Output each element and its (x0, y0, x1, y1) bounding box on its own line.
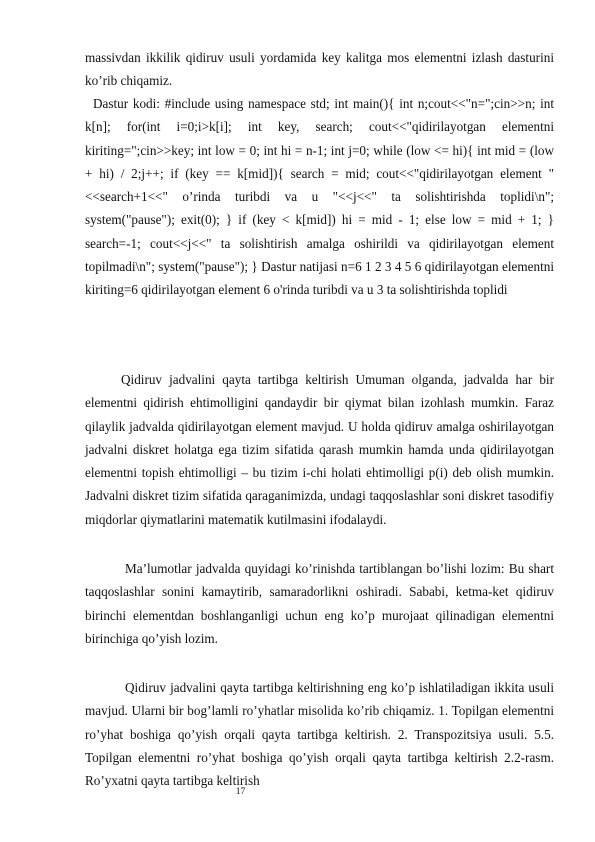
reorder-methods-paragraph: Qidiruv jadvalini qayta tartibga keltirishning eng ko’p ishlatiladigan ikkita usuli mavjud. Ularni bir bog’lamli ro’yhatlar misolida ko’rib chiqamiz. 1. Topilgan elementni ro’yhat boshiga qo’yish orqali qayta tartibga keltirish. 2. Transpozitsiya usuli. 5.5. Topilgan elementni ro’yhat boshiga qo’yish orqali qayta tartibga keltirish 2.2-rasm. Ro’yxatni qayta tartibga keltirish (85, 680, 554, 789)
intro-paragraph: massivdan ikkilik qidiruv usuli yordamida key kalitga mos elementni izlash dasturini ko’rib chiqamiz. (85, 50, 554, 89)
page-number (0, 787, 595, 797)
code-paragraph: Dastur kodi: #include using namespace std; int main(){ int n;cout<<"n=";cin>>n; int k[n]; for(int i=0;i>k[i]; int key, search; cout<<"qidirilayotgan elementni kiriting=";cin>>key; int low = 0; int hi = n-1; int j=0; while (low <= hi){ int mid = (low + hi) / 2;j++; if (key == k[mid]){ search = mid; cout<<"qidirilayotgan element "<<search+1<<" o’rinda turibdi va u "<<j<<" ta solishtirishda toplidi\n"; system("pause"); exit(0); } if (key < k[mid]) hi = mid - 1; else low = mid + 1; } search=-1; cout<<j<<" ta solishtirish amalga oshirildi va qidirilayotgan element topilmadi\n"; system("pause"); } Dastur natijasi n=6 1 2 3 4 5 6 qidirilayotgan elementni kiriting=6 qidirilayotgan element 6 o'rinda turibdi va u 3 ta solishtirishda toplidi (85, 96, 554, 298)
page-number-text: 17 (235, 787, 246, 797)
search-table-paragraph: Qidiruv jadvalini qayta tartibga keltirish Umuman olganda, jadvalda har bir elementni qidirish ehtimolligini qandaydir bir qiymat bilan izohlash mumkin. Faraz qilaylik jadvalda qidirilayotgan element mavjud. U holda qidiruv amalga oshirilayotgan jadvalni diskret holatga ega tizim sifatida qarash mumkin hamda unda qidirilayotgan elementni topish ehtimolligi – bu tizim i-chi holati ehtimolligi p(i) deb olish mumkin. Jadvalni diskret tizim sifatida qaraganimizda, undagi taqqoslashlar soni diskret tasodifiy miqdorlar qiymatlarini matematik kutilmasini ifodalaydi. (85, 372, 554, 527)
data-order-paragraph: Ma’lumotlar jadvalda quyidagi ko’rinishda tartiblangan bo’lishi lozim: Bu shart taqqoslashlar sonini kamaytirib, samaradorlikni oshiradi. Sababi, ketma-ket qidiruv birinchi elementdan boshlanganligi uchun eng ko’p murojaat qilinadigan elementni birinchiga qo’yish lozim. (85, 561, 554, 646)
